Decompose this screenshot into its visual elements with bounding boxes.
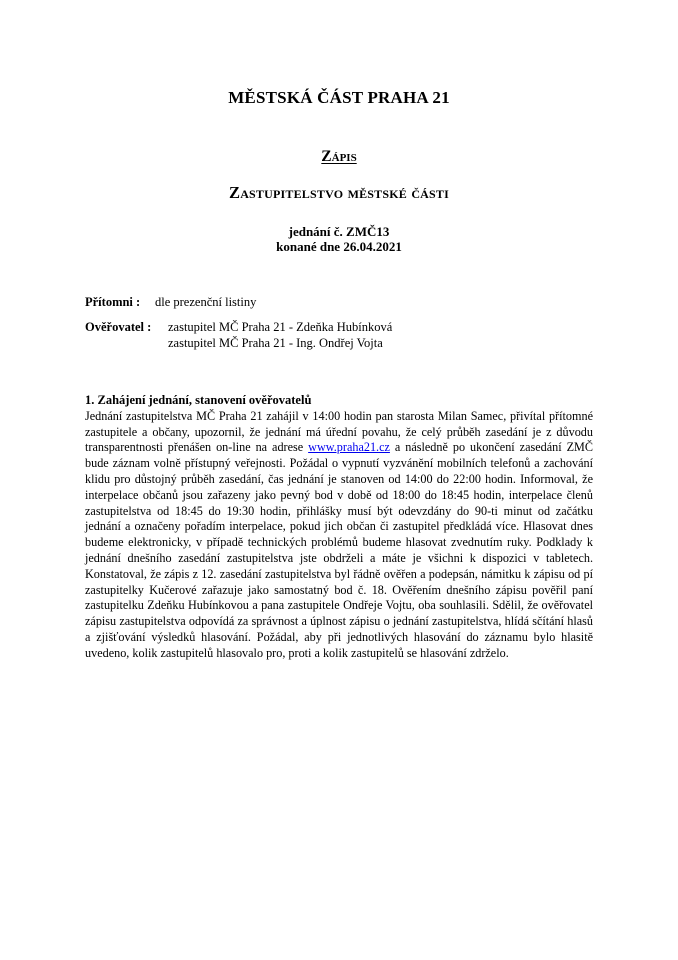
present-row — [85, 294, 593, 310]
meeting-info — [85, 224, 593, 254]
present-value: dle prezenční listiny — [155, 295, 257, 309]
verifier-row — [85, 319, 593, 351]
verifier-line-1: zastupitel MČ Praha 21 - Zdeňka Hubínková — [168, 320, 393, 334]
verifier-line-2: zastupitel MČ Praha 21 - Ing. Ondřej Vojta — [168, 336, 383, 350]
section-1-paragraph — [85, 409, 593, 662]
document-type-text: Zápis — [321, 148, 357, 165]
council-heading: Zastupitelstvo městské části — [228, 183, 449, 202]
paragraph-text-before-link: Jednání zastupitelstva MČ Praha 21 zahájil v 14:00 hodin pan starosta Milan Samec, přivítal přítomné zastupitele a občany, upozornil, že jednání má úřední povahu, že celý průběh zasedání je z důvodu transparentnosti přenášen on-line na adrese — [85, 408, 593, 455]
document-title: MĚSTSKÁ ČÁST PRAHA 21 — [228, 88, 450, 107]
meeting-number: jednání č. ZMČ13 — [288, 224, 390, 239]
verifier-label: Ověřovatel : — [85, 320, 152, 334]
verifier-values — [168, 319, 593, 351]
meeting-date: konané dne 26.04.2021 — [276, 239, 402, 254]
attendance-block — [85, 294, 593, 351]
present-label: Přítomni : — [85, 295, 141, 309]
paragraph-text-after-link: a následně po ukončení zasedání ZMČ bude záznam volně přístupný veřejnosti. Požádal o vypnutí vyzvánění mobilních telefonů a zachování klidu pro důstojný průběh zasedání, čas jednání je stanoven od 14:00 do 22:00 hodin. Informoval, že interpelace občanů jsou zařazeny jako pevný bod v době od 18:00 do 18:45 hodin, interpelace členů zastupitelstva od 18:45 do 19:30 hodin, přihlášky musí být odevzdány do 90-ti minut od začátku jednání a označeny pořadím interpelace, pokud jich občan či zastupitel předkládá více. Hlasovat dnes budeme elektronicky, v případě technických problémů budeme hlasovat zvednutím ruky. Podklady k jednání dnešního zasedání zastupitelstva jste obdrželi a máte je všichni k dispozici v tabletech. Konstatoval, že zápis z 12. zasedání zastupitelstva byl řádně ověřen a podepsán, námitku k zápisu od pí zastupitelky Kučerové zařazuje jako samostatný bod č. 18. Ověřením dnešního zápisu pověřil paní zastupitelku Zdeňku Hubínkovou a pana zastupitele Ondřeje Vojtu, oba souhlasili. Sdělil, že ověřovatel zápisu zastupitelstva odpovídá za správnost a úplnost zápisu o jednání zastupitelstva, hlídá sčítání hlasů a zjišťování výsledků hlasování. Požádal, aby při jednotlivých hlasování do záznamu bylo hlasitě uvedeno, kolik zastupitelů hlasovalo pro, proti a kolik zastupitelů se hlasování zdrželo. — [85, 440, 593, 660]
document-type-heading — [85, 148, 593, 166]
section-1-heading: 1. Zahájení jednání, stanovení ověřovatelů — [85, 393, 312, 407]
praha21-website-link[interactable]: www.praha21.cz — [308, 440, 390, 455]
